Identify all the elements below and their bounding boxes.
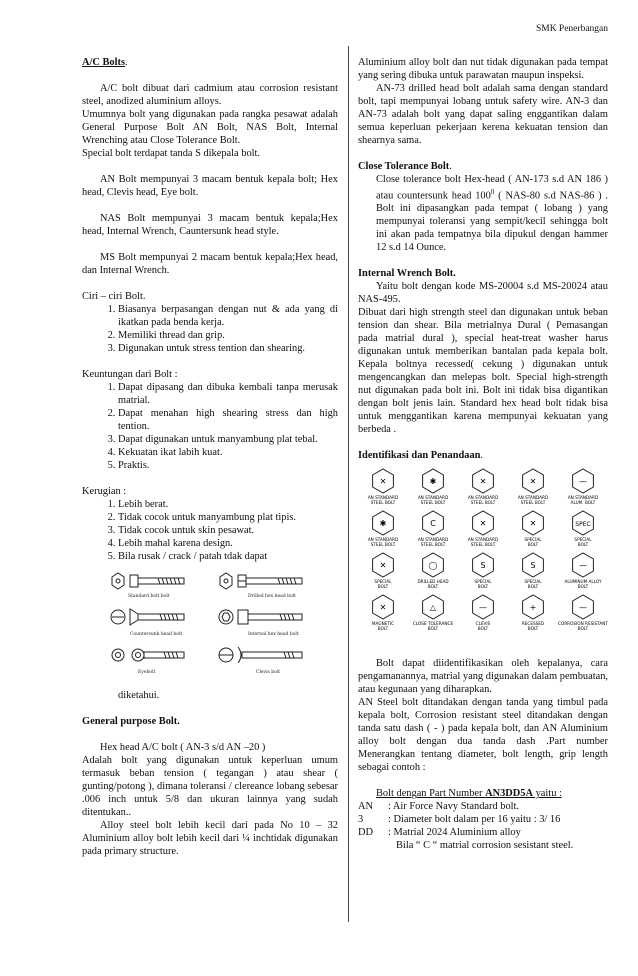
section-title-identifikasi: Identifikasi dan Penandaan. <box>358 450 484 462</box>
bolt-head-marking <box>473 553 494 589</box>
bolt-head-caption: BOLT <box>527 542 539 548</box>
list-item: 2. Tidak cocok untuk manyambung plat tipis. <box>118 511 338 524</box>
keuntungan-title: Keuntungan dari Bolt : <box>82 369 178 380</box>
part-number-row: AN : Air Force Navy Standard bolt. <box>358 801 520 813</box>
head-mark: ✕ <box>529 477 537 487</box>
paragraph: Close tolerance bolt Hex-head ( AN-173 s.d AN 186 ) atau countersunk head $100^0$ ( NAS-80 s.d NAS-86 ) . Bolt ini dipasangkan pada tempat ( lobang ) yang mempunyai toleransi yang sempit/kecil sehingga bolt ini akan pada tempatnya bila dipukul dengan hammer 12 s.d 14 Ounce. <box>376 174 609 254</box>
page-header: SMK Penerbangan <box>535 24 608 34</box>
bolt-head-caption: DRILLED HEAD <box>417 579 449 585</box>
bolt-head-marking <box>473 595 494 631</box>
bolt-head-marking <box>558 595 608 631</box>
bolt-head-caption: BOLT <box>377 626 389 632</box>
bolt-head-caption: SPECIAL <box>524 579 542 585</box>
bolt-head-marking <box>368 511 398 547</box>
bolt-head-caption: AN STANDARD <box>417 495 449 501</box>
paragraph: Alloy steel bolt lebih kecil dari pada No 10 – 32 Aluminium alloy bolt lebih kecil dari ¼ inchtidak digunakan pada primary structure. <box>82 820 338 857</box>
bolt-head-caption: STEEL BOLT <box>420 542 446 548</box>
bolt-head-caption: BOLT <box>477 584 489 590</box>
bolt-head-marking <box>373 553 394 589</box>
bolt-head-marking <box>573 511 594 547</box>
fig-label: Eyebolt <box>138 670 156 675</box>
head-mark: + <box>529 603 537 613</box>
countersunk-bolt-drawing <box>111 609 184 625</box>
list-item: 3. Dapat digunakan untuk manyambung plat tebal. <box>118 433 338 446</box>
paragraph-continuation: diketahui. <box>118 690 160 701</box>
bolt-head-caption: CORROSION RESISTANT <box>558 621 608 627</box>
part-number-table <box>358 800 608 852</box>
bolt-head-marking <box>568 469 598 505</box>
bolt-head-caption: STEEL BOLT <box>470 542 496 548</box>
bolt-head-marking <box>468 469 498 505</box>
list-item: 1. Lebih berat. <box>118 498 338 511</box>
bolt-head-caption: AN STANDARD <box>467 537 499 543</box>
bolt-head-caption: ALUM. BOLT <box>570 500 596 506</box>
ciri-list <box>82 303 338 355</box>
bolt-head-caption: BOLT <box>377 584 389 590</box>
internal-hex-bolt-drawing <box>219 610 302 624</box>
section-title-general-purpose: General purpose Bolt. <box>82 716 180 727</box>
bolt-head-caption: SPECIAL <box>374 579 392 585</box>
bolt-head-caption: CLOSE TOLERANCE <box>412 621 454 627</box>
bolt-head-caption: AN STANDARD <box>517 495 549 501</box>
bolt-head-marking <box>523 511 544 547</box>
bolt-head-caption: AN STANDARD <box>367 495 399 501</box>
paragraph: AN Steel bolt ditandakan dengan tanda yang timbul pada kepala bolt, Corrosion resistant steel ditandakan dengan tanda satu dash ( - ) pada kepala bolt, dan AN Aluminium alloy bolt dengan dua tanda dash .Part number Menerangkan tentang diameter, bolt length, grip length sebagai contoh : <box>358 697 608 774</box>
bolt-head-caption: RECESSED <box>521 621 545 627</box>
list-item: 4. Lebih mahal karena design. <box>118 537 338 550</box>
list-item: 2. Dapat menahan high shearing stress dan high tention. <box>118 407 338 433</box>
bolt-head-caption: STEEL BOLT <box>420 500 446 506</box>
bolt-head-caption: BOLT <box>427 626 439 632</box>
bolt-head-caption: AN STANDARD <box>417 537 449 543</box>
part-number-row: DD : Matrial 2024 Aluminium alloy <box>358 827 521 839</box>
bolt-head-marking <box>418 469 448 505</box>
fig-label: Countersunk head bolt <box>130 632 183 637</box>
bolt-head-caption: STEEL BOLT <box>520 500 546 506</box>
head-mark: SPEC <box>575 521 591 529</box>
paragraph: Special bolt terdapat tanda S dikepala bolt. <box>82 148 261 159</box>
fig-label: Clevis bolt <box>256 670 281 675</box>
head-mark: — <box>579 561 587 571</box>
head-mark: — <box>579 477 587 487</box>
part-number-note: Bila “ C “ matrial corrosion sesistant steel. <box>396 840 574 852</box>
head-mark: C <box>430 519 436 529</box>
kerugian-title: Kerugian : <box>82 486 127 497</box>
bolt-head-caption: SPECIAL <box>474 579 492 585</box>
left-column <box>82 56 338 858</box>
part-number-title: Bolt dengan Part Number AN3DD5A yaitu : <box>376 788 562 800</box>
head-mark: — <box>579 603 587 613</box>
bolt-head-marking <box>413 595 454 631</box>
bolt-head-caption: SPECIAL <box>524 537 542 543</box>
part-number-row: 3 : Diameter bolt dalam per 16 yaitu : 3/ 16 <box>358 814 561 826</box>
keuntungan-list <box>82 381 338 472</box>
head-mark: ◯ <box>428 561 438 571</box>
right-column <box>358 56 608 852</box>
paragraph: AN-73 drilled head bolt adalah sama dengan standard bolt, tapi mempunyai lobang untuk safety wire. AN-3 dan AN-73 adalah bolt yang dapat saling enggantikan dalam semua keperluan pekerjaan kerena kekuatan tension dan shearnya sama. <box>358 83 608 146</box>
clevis-bolt-drawing <box>219 647 302 663</box>
kerugian-list <box>82 498 338 563</box>
list-item: 2. Memiliki thread dan grip. <box>118 329 338 342</box>
list-item: 4. Kekuatan ikat labih kuat. <box>118 446 338 459</box>
bolt-head-marking <box>368 469 398 505</box>
bolt-head-caption: AN STANDARD <box>467 495 499 501</box>
bolt-head-caption: STEEL BOLT <box>370 542 396 548</box>
bolt-types-illustration <box>108 571 318 683</box>
bolt-head-caption: STEEL BOLT <box>470 500 496 506</box>
head-mark: S <box>530 561 536 571</box>
head-mark: ✱ <box>429 477 437 487</box>
paragraph: Adalah bolt yang digunakan untuk keperluan umum termasuk beban tension ( tegangan ) atau shear ( gunting/potong ), dimana toleransi / clereance lobang sebesar .006 inch untuk 5/8 dan ukuran lainnya yang sudah ditentukan.. <box>82 755 338 818</box>
head-mark: ✕ <box>479 477 487 487</box>
list-item: 5. Praktis. <box>118 459 338 472</box>
bolt-head-caption: BOLT <box>527 626 539 632</box>
section-title-close-tolerance: Close Tolerance Bolt. <box>358 161 452 172</box>
list-item: 3. Digunakan untuk stress tention dan shearing. <box>118 342 338 355</box>
paragraph: MS Bolt mempunyai 2 macam bentuk kepala;Hex head, dan Internal Wrench. <box>82 252 338 276</box>
bolt-head-marking <box>564 553 601 589</box>
bolt-head-marking <box>522 595 544 631</box>
head-mark: — <box>479 603 487 613</box>
head-mark: ✕ <box>379 561 387 571</box>
section-title-ac-bolts: A/C Bolts. <box>82 57 128 68</box>
paragraph: Aluminium alloy bolt dan nut tidak digunakan pada tempat yang sering dibuka untuk parawatan maupun inspeksi. <box>358 57 608 81</box>
head-mark: △ <box>429 603 437 613</box>
head-mark: ✕ <box>379 603 387 613</box>
head-mark: ✕ <box>479 519 487 529</box>
bolt-head-caption: AN STANDARD <box>567 495 599 501</box>
list-item: 1. Biasanya berpasangan dengan nut & ada yang di ikatkan pada benda kerja. <box>118 303 338 329</box>
paragraph: AN Bolt mempunyai 3 macam bentuk kepala bolt; Hex head, Clevis head, Eye bolt. <box>82 174 338 198</box>
bolt-head-caption: BOLT <box>577 542 589 548</box>
bolt-head-caption: CLEVIS <box>475 621 491 627</box>
bolt-head-caption: BOLT <box>427 584 439 590</box>
paragraph: A/C bolt dibuat dari cadmium atau corrosion resistant steel, anodized aluminium alloys. <box>82 83 338 107</box>
paragraph: Dibuat dari high strength steel dan digunakan untuk beban tension dan shear. Bila metrialnya Dural ( Pemasangan pada matrial dural ), special heat-treat washer harus digunakan untuk memberikan bantalan pada kepala bolt. Kepala boltnya recessed( cekung ) digunakan untuk mengencangkan dan melepas bolt. Special high-strength nut digunakan pada bolt ini. Bolt ini tidak bisa digantikan dengan bolt jenis lain. Standard hex head bolt tidak bisa untuk menggantikan karena mempunyai kekuatan yang berbeda . <box>358 307 608 436</box>
head-mark: ✱ <box>379 519 387 529</box>
head-mark: S <box>480 561 486 571</box>
bolt-head-marking <box>417 553 448 589</box>
head-mark: ✕ <box>529 519 537 529</box>
bolt-head-identification-chart <box>358 466 608 636</box>
bolt-head-caption: AN STANDARD <box>367 537 399 543</box>
list-item: 3. Tidak cocok untuk skin pesawat. <box>118 524 338 537</box>
standard-bolt-drawing <box>112 573 184 589</box>
column-divider <box>348 46 349 922</box>
head-mark: ✕ <box>379 477 387 487</box>
paragraph: Hex head A/C bolt ( AN-3 s/d AN –20 ) <box>100 742 266 753</box>
fig-label: Drilled hex head bolt <box>248 594 296 599</box>
ciri-title: Ciri – ciri Bolt. <box>82 291 146 302</box>
bolt-head-marking <box>518 469 548 505</box>
bolt-head-caption: MAGNETIC <box>371 621 395 627</box>
bolt-head-caption: BOLT <box>577 584 589 590</box>
bolt-head-caption: BOLT <box>477 626 489 632</box>
bolt-head-marking <box>523 553 544 589</box>
bolt-head-caption: BOLT <box>577 626 589 632</box>
bolt-head-caption: BOLT <box>527 584 539 590</box>
bolt-head-marking <box>468 511 498 547</box>
fig-label: Standard bolt bolt <box>128 594 170 599</box>
bolt-head-caption: ALUMINUM ALLOY <box>564 579 602 585</box>
eyebolt-drawing <box>112 649 184 661</box>
bolt-head-caption: STEEL BOLT <box>370 500 396 506</box>
section-title-internal-wrench: Internal Wrench Bolt. <box>358 268 456 280</box>
paragraph: Umumnya bolt yang digunakan pada rangka pesawat adalah General Purpose Bolt AN Bolt, NAS Bolt, Internal Wrenching atau Close Tolerance Bolt. <box>82 109 338 146</box>
bolt-head-marking <box>372 595 394 631</box>
drilled-head-bolt-drawing <box>220 573 302 589</box>
paragraph: Yaitu bolt dengan kode MS-20004 s.d MS-20024 atau NAS-495. <box>358 281 608 306</box>
list-item: 1. Dapat dipasang dan dibuka kembali tanpa merusak matrial. <box>118 381 338 407</box>
bolt-head-caption: SPECIAL <box>574 537 592 543</box>
bolt-head-marking <box>418 511 448 547</box>
paragraph: Bolt dapat diidentifikasikan oleh kepalanya, cara pengamanannya, matrial yang digunakan dalam pembuatan, atau kegunaan yang diharapkan. <box>358 658 608 696</box>
paragraph: NAS Bolt mempunyai 3 macam bentuk kepala;Hex head, Internal Wrench, Cauntersunk head style. <box>82 213 338 237</box>
list-item: 5. Bila rusak / crack / patah tdak dapat <box>118 550 338 563</box>
fig-label: Internal hex head bolt <box>248 632 299 637</box>
